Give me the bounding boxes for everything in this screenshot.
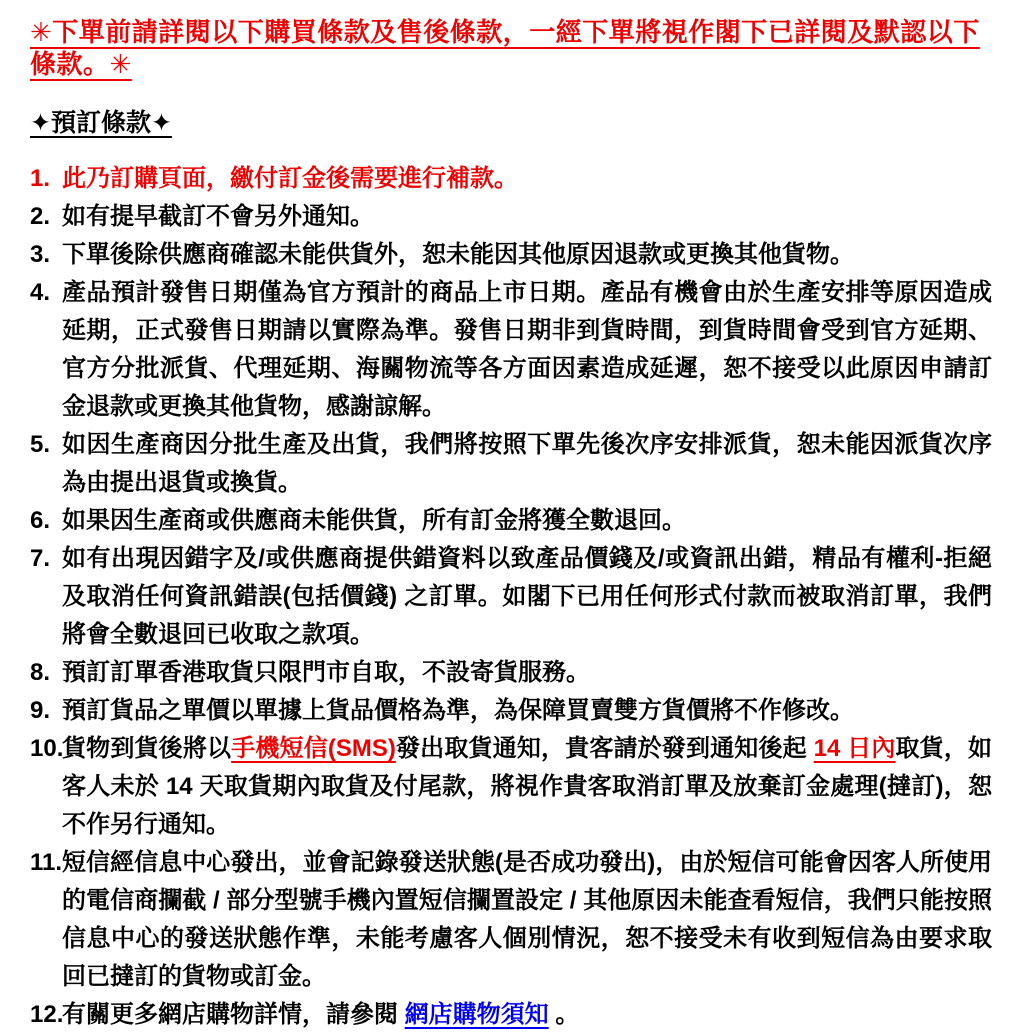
term-number: 2. [30,203,51,230]
term-text [62,692,992,730]
red-underline-emphasis: 手機短信(SMS) [231,735,396,762]
term-text [62,160,992,198]
term-item [30,274,992,426]
red-emphasis-text: 此乃訂購頁面，繳付訂金後需要進行補款。 [62,165,518,192]
terms-list [30,160,992,1034]
term-number: 3. [30,241,51,268]
term-number: 4. [30,279,51,306]
term-text-segment: 預訂訂單香港取貨只限門市自取，不設寄貨服務。 [62,659,590,686]
term-text [62,236,992,274]
term-text-segment: 下單後除供應商確認未能供貨外，恕未能因其他原因退款或更換其他貨物。 [62,241,854,268]
term-number: 5. [30,431,51,458]
term-text-segment: 短信經信息中心發出，並會記錄發送狀態(是否成功發出)，由於短信可能會因客人所使用的電信商攔截 / 部分型號手機內置短信攔置設定 / 其他原因未能查看短信，我們只能按照信息中心的發送狀態作準，未能考慮客人個別情況，恕不接受未有收到短信為由要求取回已撻訂的貨物或訂金。 [62,849,992,990]
term-text-segment: 預訂貨品之單價以單據上貨品價格為準，為保障買賣雙方貨價將不作修改。 [62,697,854,724]
term-number: 12. [30,1001,64,1028]
term-text-segment: 貨物到貨後將以 [62,735,232,762]
term-text [62,996,992,1034]
term-text-segment: 如因生產商因分批生產及出貨，我們將按照下單先後次序安排派貨，恕未能因派貨次序為由提出退貨或換貨。 [62,431,992,496]
term-text [62,730,992,844]
section-title-row [30,80,992,138]
term-number: 6. [30,507,51,534]
term-text-segment: 有關更多網店購物詳情，請參閱 [62,1001,405,1028]
term-text-segment: 取貨，如客人未於 14 天取貨期內取貨及付尾款，將視作貴客取消訂單及放棄訂金處理(撻訂)，恕不作另行通知。 [62,735,992,838]
term-item [30,236,992,274]
term-item [30,692,992,730]
term-text [62,540,992,654]
term-item [30,730,992,844]
red-underline-emphasis: 14 日內 [813,735,896,762]
term-number: 9. [30,697,51,724]
term-item [30,502,992,540]
term-item [30,198,992,236]
term-text-segment: 產品預計發售日期僅為官方預計的商品上市日期。產品有機會由於生產安排等原因造成延期，正式發售日期請以實際為準。發售日期非到貨時間，到貨時間會受到官方延期、官方分批派貨、代理延期、海關物流等各方面因素造成延遲，恕不接受以此原因申請訂金退款或更換其他貨物，感謝諒解。 [62,279,992,420]
term-text-segment: 。 [548,1001,580,1028]
term-text [62,844,992,996]
term-item [30,160,992,198]
term-item [30,426,992,502]
term-text-segment: 如有提早截訂不會另外通知。 [62,203,374,230]
term-text-segment: 如有出現因錯字及/或供應商提供錯資料以致產品價錢及/或資訊出錯，精品有權利-拒絕及取消任何資訊錯誤(包括價錢) 之訂單。如閣下已用任何形式付款而被取消訂單，我們將會全數退回已收取之款項。 [62,545,992,648]
term-text [62,502,992,540]
header-notice-text: ✳下單前請詳閱以下購買條款及售後條款，一經下單將視作閣下已詳閱及默認以下條款。✳ [30,17,980,79]
term-item [30,540,992,654]
header-notice [30,16,992,80]
term-number: 8. [30,659,51,686]
term-number: 10. [30,735,64,762]
term-item [30,844,992,996]
term-number: 7. [30,545,51,572]
term-text-segment: 如果因生產商或供應商未能供貨，所有訂金將獲全數退回。 [62,507,686,534]
term-item [30,654,992,692]
section-title: ✦預訂條款✦ [30,109,172,137]
term-text [62,274,992,426]
term-item [30,996,992,1034]
term-number: 11. [30,849,63,876]
term-text [62,654,992,692]
term-number: 1. [30,165,51,192]
term-text [62,198,992,236]
store-notice-link[interactable]: 網店購物須知 [404,1001,549,1028]
term-text [62,426,992,502]
term-text-segment: 發出取貨通知，貴客請於發到通知後起 [395,735,814,762]
